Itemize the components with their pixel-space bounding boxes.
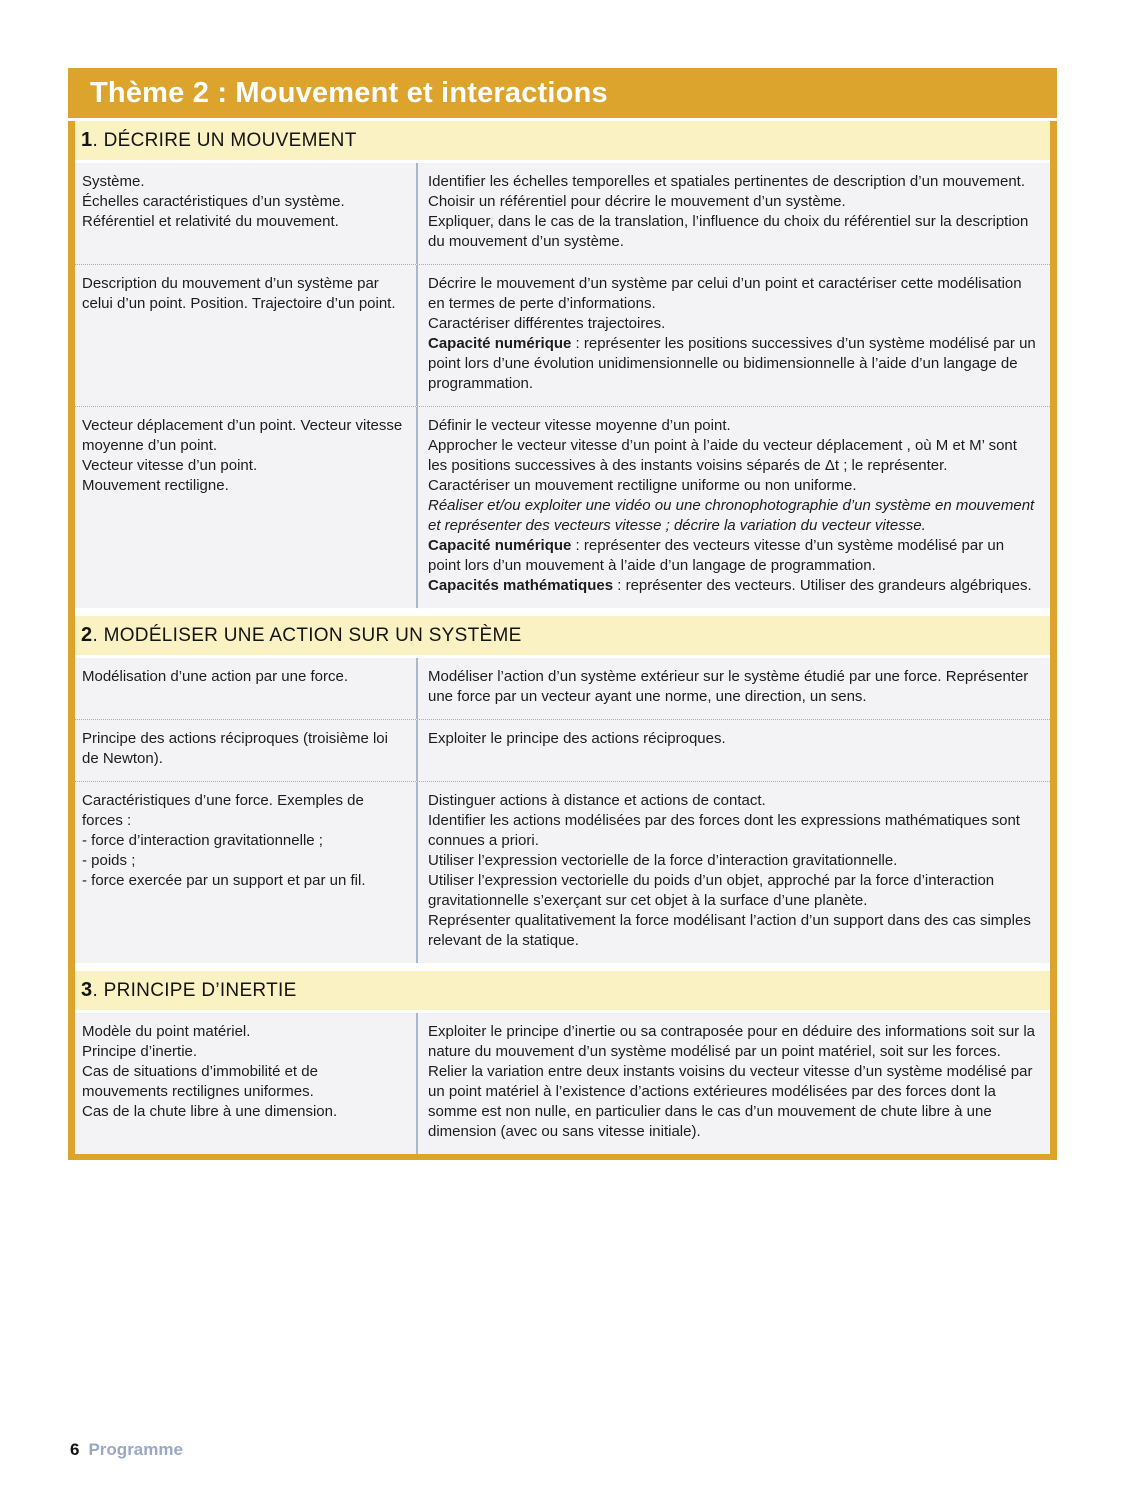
text-segment: Exploiter le principe des actions réciproques. [428, 730, 726, 747]
text-segment: Capacité numérique [428, 537, 572, 554]
text-segment: Choisir un référentiel pour décrire le mouvement d’un système. [428, 193, 846, 210]
table-row [75, 658, 1050, 720]
text-segment: Relier la variation entre deux instants voisins du vecteur vitesse d’un système modélisé par un point matériel à l’existence d’actions extérieures modélisées par des forces dont la somme est non nulle, en particulier dans le cas d’un mouvement de chute libre à une dimension (avec ou sans vitesse initiale). [428, 1063, 1033, 1140]
text-segment: Identifier les actions modélisées par des forces dont les expressions mathématiques sont connues a priori. [428, 812, 1020, 849]
cell-paragraph [428, 536, 1040, 576]
cell-paragraph [428, 172, 1040, 192]
section-3 [75, 971, 1050, 1154]
table-row [75, 1013, 1050, 1154]
notions-cell [75, 658, 416, 719]
section-rows [75, 163, 1050, 608]
cell-paragraph [428, 212, 1040, 252]
cell-paragraph: Système. [82, 173, 145, 190]
cell-paragraph: Cas de situations d’immobilité et de mouvements rectilignes uniformes. [82, 1063, 318, 1100]
cell-paragraph [428, 314, 1040, 334]
text-segment: : représenter des vecteurs. Utiliser des grandeurs algébriques. [613, 577, 1032, 594]
cell-paragraph [428, 667, 1040, 707]
capacites-cell [416, 407, 1050, 608]
cell-paragraph [428, 334, 1040, 394]
section-heading [75, 121, 1050, 160]
cell-paragraph: Échelles caractéristiques d’un système. [82, 193, 345, 210]
section-1 [75, 121, 1050, 608]
cell-paragraph [428, 576, 1040, 596]
cell-paragraph: Principe d’inertie. [82, 1043, 198, 1060]
section-title: . MODÉLISER UNE ACTION SUR UN SYSTÈME [92, 625, 522, 646]
text-segment: Capacité numérique [428, 335, 572, 352]
section-heading [75, 971, 1050, 1010]
capacites-cell [416, 782, 1050, 963]
cell-paragraph: Modèle du point matériel. [82, 1023, 251, 1040]
text-segment: : représenter les positions successives d’un système modélisé par un point lors d’une évolution unidimensionnelle ou bidimensionnelle à l’aide d’un langage de programmation. [428, 335, 1036, 392]
section-rows [75, 658, 1050, 963]
cell-paragraph: Vecteur vitesse d’un point. [82, 457, 258, 474]
notions-cell [75, 265, 416, 406]
text-segment: Distinguer actions à distance et actions de contact. [428, 792, 766, 809]
text-segment: Expliquer, dans le cas de la translation, l’influence du choix du référentiel sur la description du mouvement d’un système. [428, 213, 1029, 250]
page-footer [70, 1440, 183, 1460]
notions-cell [75, 720, 416, 781]
cell-paragraph [428, 811, 1040, 851]
table-row [75, 720, 1050, 782]
cell-paragraph [428, 436, 1040, 476]
cell-paragraph [428, 1062, 1040, 1142]
sections [75, 121, 1050, 1154]
cell-paragraph [428, 871, 1040, 911]
table-row [75, 265, 1050, 407]
cell-paragraph [428, 416, 1040, 436]
cell-paragraph: Mouvement rectiligne. [82, 477, 229, 494]
notions-cell [75, 1013, 416, 1154]
cell-paragraph [428, 476, 1040, 496]
cell-paragraph: Modélisation d’une action par une force. [82, 668, 349, 685]
text-segment: : représenter des vecteurs vitesse d’un système modélisé par un point lors d’un mouvement à l’aide d’un langage de programmation. [428, 537, 1005, 574]
text-segment: Réaliser et/ou exploiter une vidéo ou une chronophotographie d’un système en mouvement et représenter des vecteurs vitesse ; décrire la variation du vecteur vitesse. [428, 497, 1035, 534]
table-row [75, 407, 1050, 608]
section-title: . DÉCRIRE UN MOUVEMENT [92, 130, 357, 151]
section-2 [75, 616, 1050, 963]
section-rows [75, 1013, 1050, 1154]
capacites-cell [416, 1013, 1050, 1154]
cell-paragraph: - poids ; [82, 852, 136, 869]
capacites-cell [416, 163, 1050, 264]
capacites-cell [416, 265, 1050, 406]
section-number: 3 [81, 979, 93, 1001]
text-segment: Approcher le vecteur vitesse d’un point à l’aide du vecteur déplacement , où M et M’ sont les positions successives à des instants voisins séparés de Δt ; le représenter. [428, 437, 1017, 474]
capacites-cell [416, 720, 1050, 781]
text-segment: Définir le vecteur vitesse moyenne d’un point. [428, 417, 731, 434]
cell-paragraph [428, 274, 1040, 314]
cell-paragraph: - force d’interaction gravitationnelle ; [82, 832, 323, 849]
table-row [75, 163, 1050, 265]
table-row [75, 782, 1050, 963]
cell-paragraph: Caractéristiques d’une force. Exemples de forces : [82, 792, 364, 829]
cell-paragraph: Vecteur déplacement d’un point. Vecteur vitesse moyenne d’un point. [82, 417, 403, 454]
text-segment: Capacités mathématiques [428, 577, 614, 594]
cell-paragraph: Référentiel et relativité du mouvement. [82, 213, 339, 230]
text-segment: Caractériser un mouvement rectiligne uniforme ou non uniforme. [428, 477, 857, 494]
section-number: 2 [81, 624, 93, 646]
cell-paragraph: - force exercée par un support et par un fil. [82, 872, 366, 889]
text-segment: Décrire le mouvement d’un système par celui d’un point et caractériser cette modélisation en termes de perte d’informations. [428, 275, 1022, 312]
document-page [68, 68, 1057, 1160]
program-table [68, 121, 1057, 1160]
notions-cell [75, 782, 416, 963]
text-segment: Caractériser différentes trajectoires. [428, 315, 666, 332]
text-segment: Utiliser l’expression vectorielle de la force d’interaction gravitationnelle. [428, 852, 898, 869]
section-title: . PRINCIPE D’INERTIE [92, 980, 297, 1001]
cell-paragraph [428, 911, 1040, 951]
cell-paragraph [428, 791, 1040, 811]
text-segment: Représenter qualitativement la force modélisant l’action d’un support dans des cas simples relevant de la statique. [428, 912, 1031, 949]
footer-label: Programme [88, 1440, 183, 1459]
page-number: 6 [70, 1440, 80, 1459]
section-number: 1 [81, 129, 93, 151]
text-segment: Modéliser l’action d’un système extérieur sur le système étudié par une force. Représenter une force par un vecteur ayant une norme, une direction, un sens. [428, 668, 1029, 705]
cell-paragraph: Cas de la chute libre à une dimension. [82, 1103, 338, 1120]
capacites-cell [416, 658, 1050, 719]
page-title: Thème 2 : Mouvement et interactions [68, 68, 1057, 118]
cell-paragraph: Principe des actions réciproques (troisième loi de Newton). [82, 730, 388, 767]
text-segment: Utiliser l’expression vectorielle du poids d’un objet, approché par la force d’interaction gravitationnelle s’exerçant sur cet objet à la surface d’une planète. [428, 872, 995, 909]
cell-paragraph [428, 1022, 1040, 1062]
cell-paragraph [428, 496, 1040, 536]
notions-cell [75, 163, 416, 264]
cell-paragraph [428, 851, 1040, 871]
notions-cell [75, 407, 416, 608]
section-heading [75, 616, 1050, 655]
cell-paragraph: Description du mouvement d’un système par celui d’un point. Position. Trajectoire d’un point. [82, 275, 396, 312]
cell-paragraph [428, 192, 1040, 212]
text-segment: Identifier les échelles temporelles et spatiales pertinentes de description d’un mouvement. [428, 173, 1025, 190]
cell-paragraph [428, 729, 1040, 749]
text-segment: Exploiter le principe d’inertie ou sa contraposée pour en déduire des informations soit sur la nature du mouvement d’un système modélisé par un point matériel, soit sur les forces. [428, 1023, 1036, 1060]
